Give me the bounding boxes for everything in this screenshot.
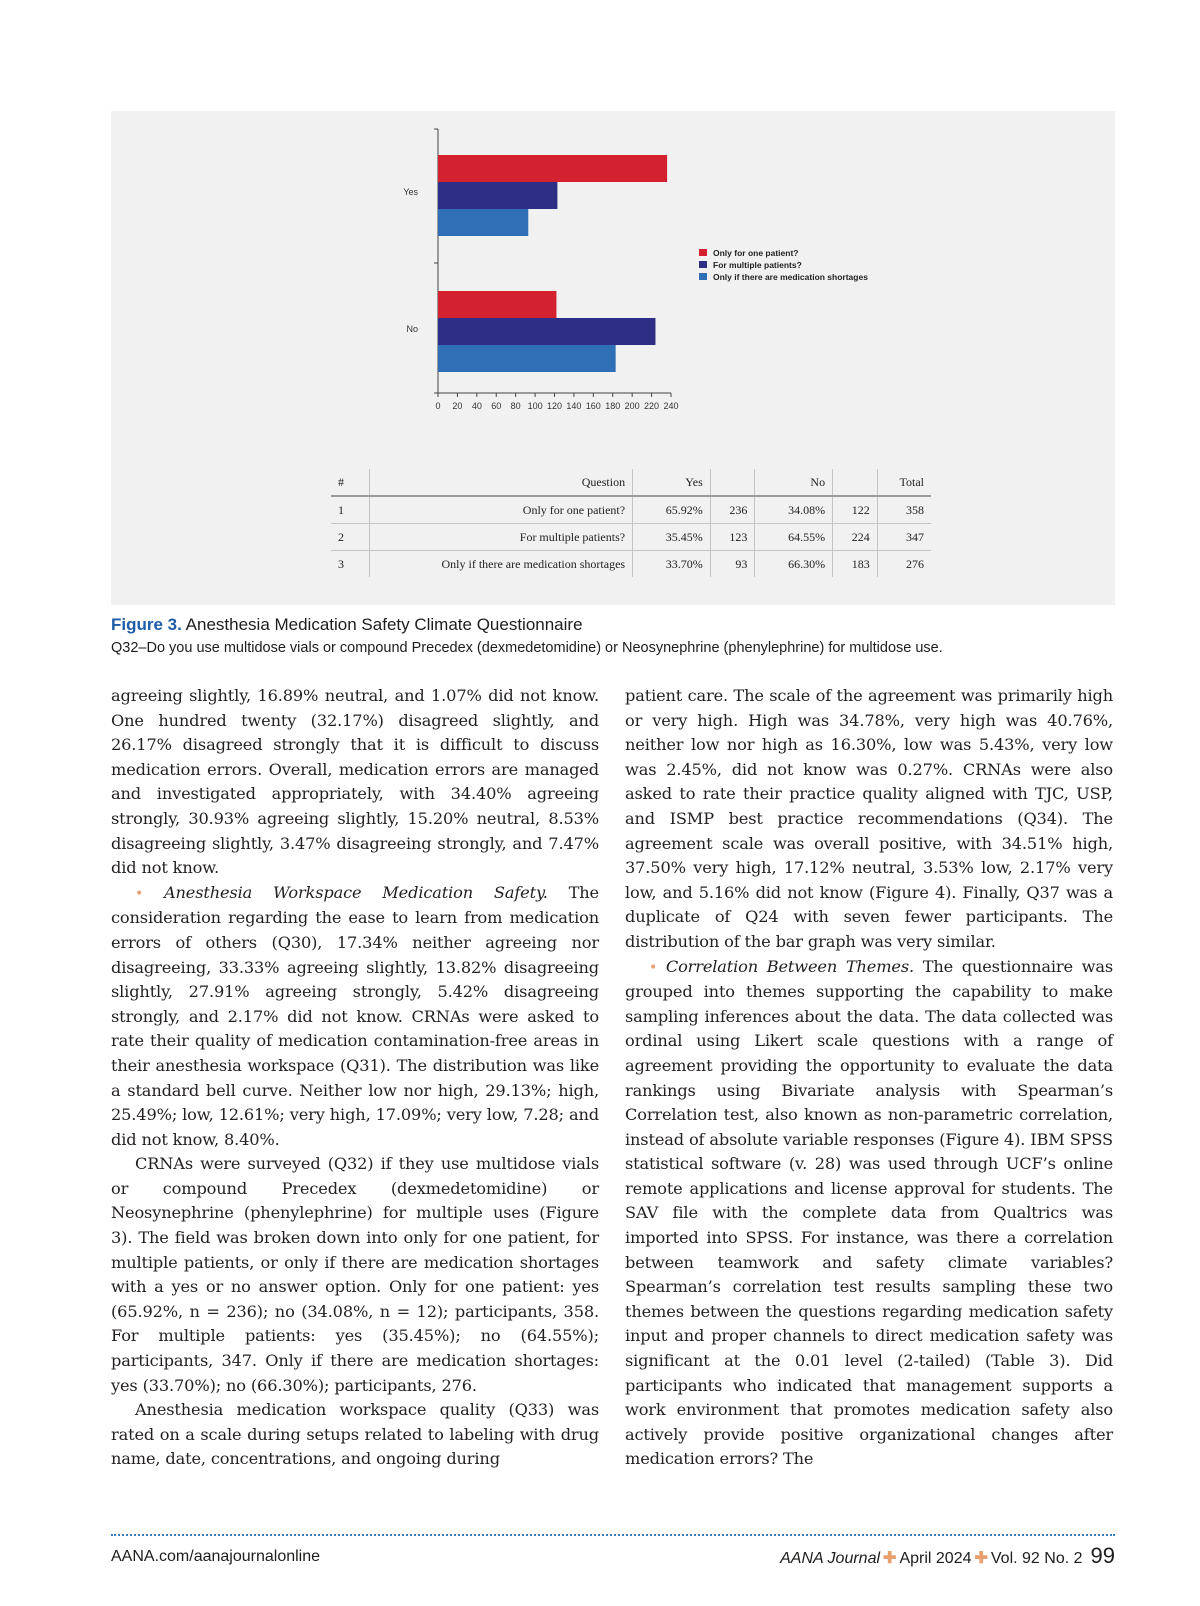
paragraph-text: The consideration regarding the ease to learn from medication errors of others (Q30), 17.34% neither agreeing nor disagreeing, 33.33% agreeing slightly, 13.82% disagreeing slightly, 27.91% agreeing strongly, 5.42% disagreeing strongly, and 2.17% did not know. CRNAs were asked to rate their quality of medication contamination-free areas in their anesthesia workspace (Q31). The distribution was like a standard bell curve. Neither low nor high, 29.13%; high, 25.49%; low, 12.61%; very high, 17.09%; very low, 7.28; and did not know, 8.40%. [111, 882, 599, 1149]
paragraph: CRNAs were surveyed (Q32) if they use multidose vials or compound Precedex (dexmedetomidine) or Neosynephrine (phenylephrine) for multiple uses (Figure 3). The field was broken down into only for one patient, for multiple patients, or only if there are medication shortages with a yes or no answer option. Only for one patient: yes (65.92%, n = 236); no (34.08%, n = 12); participants, 358. For multiple patients: yes (35.45%); no (64.55%); participants, 347. Only if there are medication shortages: yes (33.70%); no (66.30%); participants, 276. [111, 1154, 599, 1395]
paragraph [111, 881, 599, 1153]
footer-divider [111, 1534, 1115, 1536]
row-total: 358 [877, 496, 931, 524]
paragraph: Anesthesia medication workspace quality (Q33) was rated on a scale during setups related to labeling with drug name, date, concentrations, and ongoing during [111, 1400, 599, 1469]
cross-icon: ✚ [883, 1550, 897, 1567]
row-num: 1 [331, 496, 370, 524]
legend-swatch [699, 273, 707, 280]
x-tick-label: 0 [435, 401, 441, 411]
cross-icon: ✚ [974, 1550, 988, 1567]
header-yes: Yes [633, 469, 711, 496]
row-question: Only for one patient? [370, 496, 633, 524]
figure-title: Anesthesia Medication Safety Climate Questionnaire [185, 615, 583, 634]
figure-panel [111, 111, 1115, 605]
row-no-pct: 66.30% [755, 551, 833, 578]
row-yes-n: 123 [710, 524, 755, 551]
row-question: Only if there are medication shortages [370, 551, 633, 578]
x-tick-label: 80 [510, 401, 521, 411]
paragraph [625, 955, 1113, 1472]
x-tick-label: 240 [663, 401, 679, 411]
row-question: For multiple patients? [370, 524, 633, 551]
header-no: No [755, 469, 833, 496]
bar [438, 291, 556, 318]
legend-swatch [699, 249, 707, 256]
x-tick-label: 180 [605, 401, 621, 411]
body-column-left [111, 684, 599, 1472]
legend-label: For multiple patients? [713, 260, 802, 270]
x-tick-label: 220 [644, 401, 660, 411]
bar [438, 345, 616, 372]
section-heading: Correlation Between Themes. [665, 956, 914, 976]
results-table [331, 469, 931, 577]
body-column-right [625, 684, 1113, 1472]
issue-date: April 2024 [899, 1550, 972, 1567]
bar [438, 209, 528, 236]
footer-url: AANA.com/aanajournalonline [111, 1548, 321, 1565]
table-row [331, 551, 931, 578]
x-tick-label: 20 [452, 401, 463, 411]
figure-subtitle: Q32–Do you use multidose vials or compound Precedex (dexmedetomidine) or Neosynephrine (phenylephrine) for multidose use. [111, 640, 943, 656]
x-tick-label: 100 [527, 401, 543, 411]
row-yes-pct: 35.45% [633, 524, 711, 551]
category-label: No [406, 324, 418, 334]
header-no-n [833, 469, 878, 496]
row-total: 276 [877, 551, 931, 578]
header-total: Total [877, 469, 931, 496]
header-question: Question [370, 469, 633, 496]
row-yes-n: 93 [710, 551, 755, 578]
bar [438, 318, 655, 345]
page-number: 99 [1090, 1543, 1115, 1568]
bullet-icon: • [135, 885, 144, 902]
legend-swatch [699, 261, 707, 268]
footer-citation [780, 1543, 1115, 1569]
paragraph: agreeing slightly, 16.89% neutral, and 1.07% did not know. One hundred twenty (32.17%) disagreed slightly, and 26.17% disagreed strongly that it is difficult to discuss medication errors. Overall, medication errors are managed and investigated appropriately, with 34.40% agreeing strongly, 30.93% agreeing slightly, 15.20% neutral, 8.53% disagreeing slightly, 3.47% disagreeing strongly, and 7.47% did not know. [111, 686, 599, 878]
paragraph-text: The questionnaire was grouped into themes supporting the capability to make sampling inferences about the data. The data collected was ordinal using Likert scale questions with a range of agreement providing the opportunity to evaluate the data rankings using Bivariate analysis with Spearman’s Correlation test, also known as non-parametric correlation, instead of absolute variable responses (Figure 4). IBM SPSS statistical software (v. 28) was used through UCF’s online remote applications and license approval for students. The SAV file with the complete data from Qualtrics was imported into SPSS. For instance, was there a correlation between teamwork and safety climate variables? Spearman’s correlation test results sampling these two themes between the questions regarding medication safety input and proper channels to direct medication safety was significant at the 0.01 level (2-tailed) (Table 3). Did participants who indicated that management supports a work environment that promotes medication safety also actively provide positive organizational changes after medication errors? The [625, 956, 1113, 1469]
row-yes-pct: 65.92% [633, 496, 711, 524]
row-num: 2 [331, 524, 370, 551]
row-no-n: 122 [833, 496, 878, 524]
x-tick-label: 40 [471, 401, 482, 411]
table-header-row [331, 469, 931, 496]
journal-name: AANA Journal [780, 1550, 881, 1567]
row-yes-pct: 33.70% [633, 551, 711, 578]
bar [438, 155, 667, 182]
bar-chart [111, 111, 1115, 451]
row-no-n: 224 [833, 524, 878, 551]
section-heading: Anesthesia Workspace Medication Safety. [163, 882, 548, 902]
bullet-icon: • [649, 959, 658, 976]
category-label: Yes [403, 187, 418, 197]
table-row [331, 496, 931, 524]
legend-label: Only for one patient? [713, 248, 799, 258]
legend-label: Only if there are medication shortages [713, 272, 868, 282]
figure-label: Figure 3. [111, 615, 182, 634]
row-no-pct: 64.55% [755, 524, 833, 551]
header-num: # [331, 469, 370, 496]
x-tick-label: 140 [566, 401, 582, 411]
caption-title-line [111, 614, 1101, 636]
row-total: 347 [877, 524, 931, 551]
header-yes-n [710, 469, 755, 496]
paragraph: patient care. The scale of the agreement was primarily high or very high. High was 34.78%, very high was 40.76%, neither low nor high as 16.30%, low was 5.43%, very low was 2.45%, did not know was 0.27%. CRNAs were also asked to rate their practice quality aligned with TJC, USP, and ISMP best practice recommendations (Q34). The agreement scale was overall positive, with 34.51% high, 37.50% very high, 17.12% neutral, 3.53% low, 2.17% very low, and 5.16% did not know (Figure 4). Finally, Q37 was a duplicate of Q24 with seven fewer participants. The distribution of the bar graph was very similar. [625, 686, 1113, 951]
row-no-pct: 34.08% [755, 496, 833, 524]
x-tick-label: 160 [585, 401, 601, 411]
row-num: 3 [338, 556, 344, 571]
x-tick-label: 200 [624, 401, 640, 411]
volume-number: Vol. 92 No. 2 [990, 1550, 1083, 1567]
x-tick-label: 120 [546, 401, 563, 411]
row-no-n: 183 [833, 551, 878, 578]
x-tick-label: 60 [491, 401, 502, 411]
bar [438, 182, 557, 209]
table-row [331, 524, 931, 551]
row-yes-n: 236 [710, 496, 755, 524]
figure-caption [111, 614, 1101, 658]
